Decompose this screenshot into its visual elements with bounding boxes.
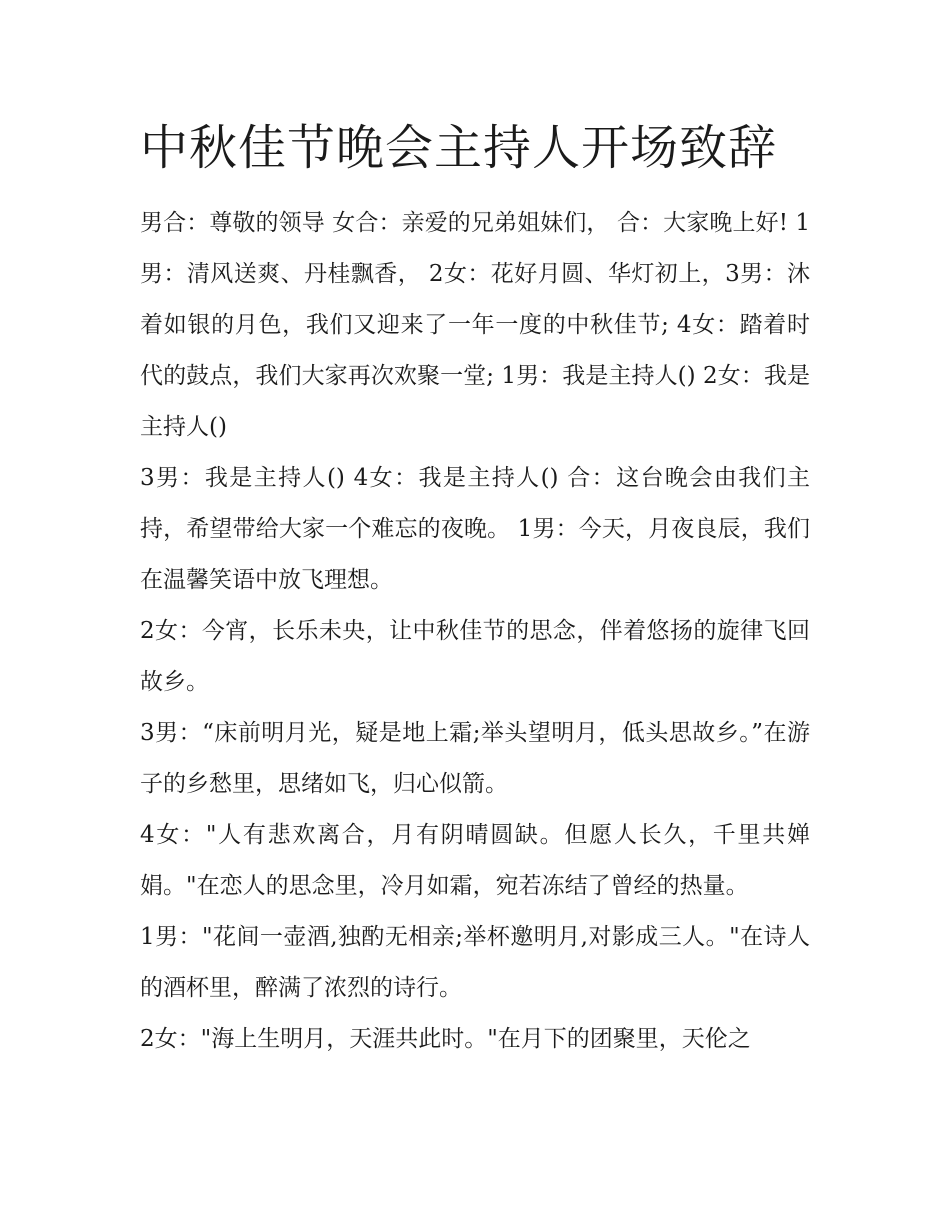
paragraph-drinking-poem: 1男："花间一壶酒,独酌无相亲;举杯邀明月,对影成三人。"在诗人的酒杯里，醉满了浓烈的诗行。: [140, 924, 810, 1001]
paragraph-opening: 男合：尊敬的领导 女合：亲爱的兄弟姐妹们， 合：大家晚上好! 1男：清风送爽、丹桂飘香， 2女：花好月圆、华灯初上，3男：沐着如银的月色，我们又迎来了一年一度的中秋佳节; 4女：踏着时代的鼓点，我们大家再次欢聚一堂; 1男：我是主持人() 2女：我是主持人(): [140, 210, 810, 440]
paragraph-zhang-jiuling-poem: 2女："海上生明月，天涯共此时。"在月下的团聚里，天伦之: [140, 1026, 751, 1052]
paragraph-li-bai-poem: 3男：“床前明月光，疑是地上霜;举头望明月，低头思故乡。”在游子的乡愁里，思绪如飞，归心似箭。: [140, 720, 810, 797]
document-body: [140, 198, 810, 1065]
document-title: 中秋佳节晚会主持人开场致辞: [140, 120, 778, 176]
paragraph-su-shi-poem: 4女："人有悲欢离合，月有阴晴圆缺。但愿人长久，千里共婵娟。"在恋人的思念里，冷月如霜，宛若冻结了曾经的热量。: [140, 822, 810, 899]
paragraph-tonight: 2女：今宵，长乐未央，让中秋佳节的思念，伴着悠扬的旋律飞回故乡。: [140, 618, 810, 695]
paragraph-hosts: 3男：我是主持人() 4女：我是主持人() 合：这台晚会由我们主持，希望带给大家一个难忘的夜晚。 1男：今天，月夜良辰，我们在温馨笑语中放飞理想。: [140, 465, 810, 593]
